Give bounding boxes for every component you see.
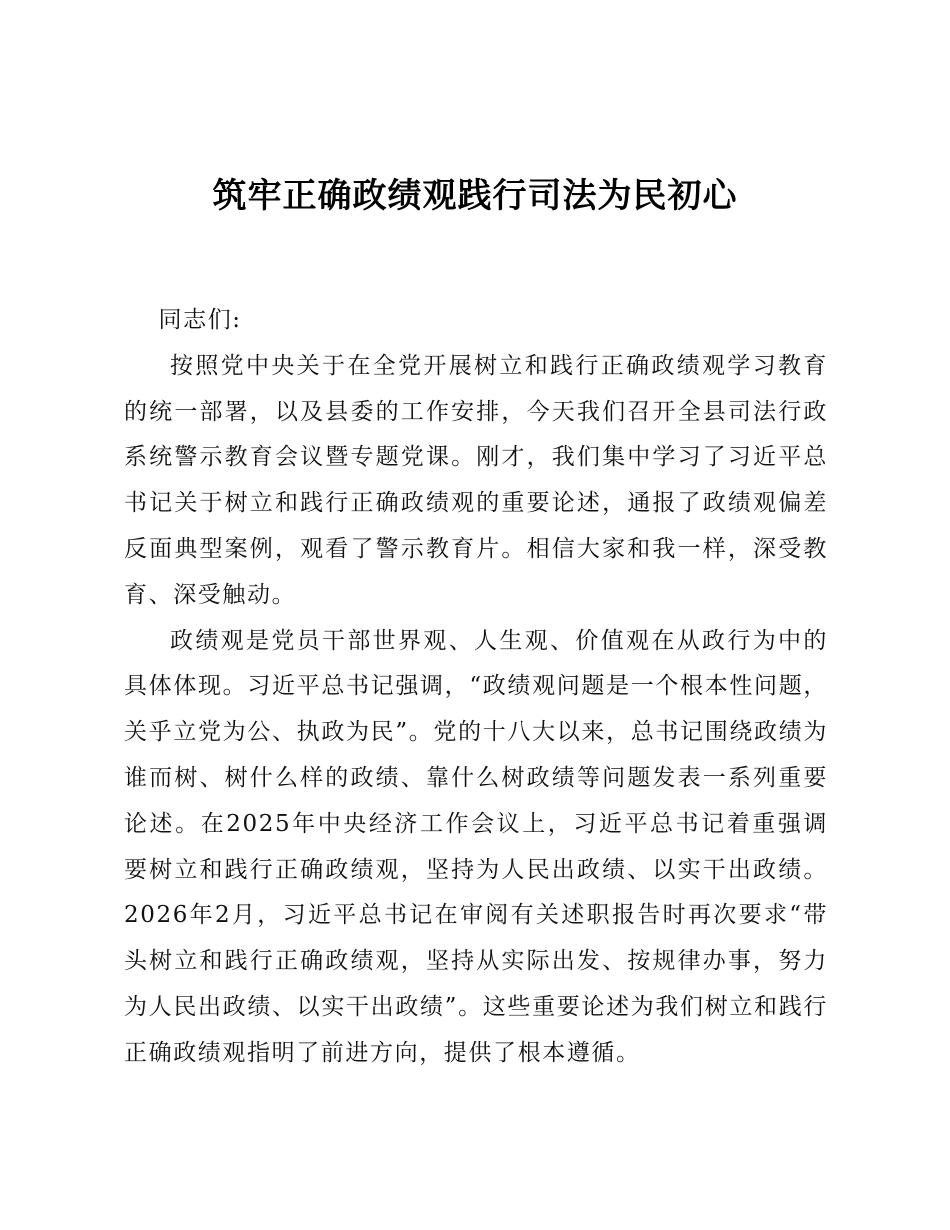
document-body <box>124 298 828 1077</box>
salutation: 同志们: <box>158 307 242 333</box>
paragraph-1: 按照党中央关于在全党开展树立和践行正确政绩观学习教育的统一部署，以及县委的工作安排，今天我们召开全县司法行政系统警示教育会议暨专题党课。刚才，我们集中学习了习近平总书记关于树立和践行正确政绩观的重要论述，通报了政绩观偏差反面典型案例，观看了警示教育片。相信大家和我一样，深受教育、深受触动。 <box>124 352 828 608</box>
document-title: 筑牢正确政绩观践行司法为民初心 <box>212 176 738 216</box>
paragraph-2: 政绩观是党员干部世界观、人生观、价值观在从政行为中的具体体现。习近平总书记强调，“政绩观问题是一个根本性问题，关乎立党为公、执政为民”。党的十八大以来，总书记围绕政绩为谁而树、树什么样的政绩、靠什么树政绩等问题发表一系列重要论述。在2025年中央经济工作会议上，习近平总书记着重强调要树立和践行正确政绩观，坚持为人民出政绩、以实干出政绩。2026年2月，习近平总书记在审阅有关述职报告时再次要求“带头树立和践行正确政绩观，坚持从实际出发、按规律办事，努力为人民出政绩、以实干出政绩”。这些重要论述为我们树立和践行正确政绩观指明了前进方向，提供了根本遵循。 <box>124 627 828 1066</box>
